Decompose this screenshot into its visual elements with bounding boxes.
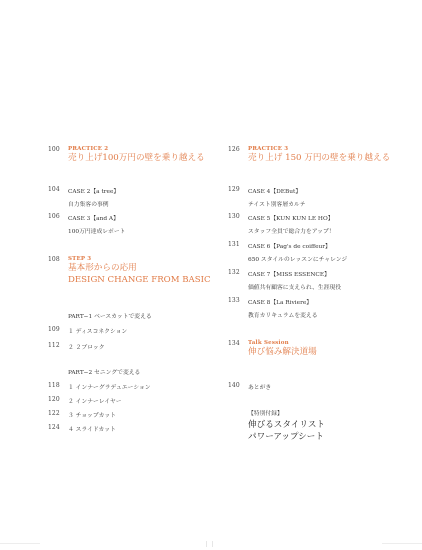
- case-description: テイスト別客層カルテ: [248, 202, 306, 208]
- case-description: 価値共有顧客に支えられ、生涯現役: [248, 285, 342, 291]
- page-number: 132: [228, 269, 240, 276]
- crop-mark-right: [382, 543, 422, 544]
- section-title: 売り上げ100万円の壁を乗り越える: [68, 153, 205, 163]
- case-title: CASE 4【DEBut】: [248, 189, 302, 195]
- page-number: 131: [228, 241, 240, 248]
- item-title: ２ ２ブロック: [68, 345, 105, 351]
- page-number: 120: [48, 396, 60, 403]
- page-number: 106: [48, 213, 60, 220]
- part-heading: PART−1 ベースカットで変える: [68, 314, 152, 320]
- section-title: 基本形からの応用: [68, 263, 137, 273]
- item-title: あとがき: [248, 385, 272, 391]
- case-description: 自力集客の事例: [68, 202, 109, 208]
- page-number: 130: [228, 213, 240, 220]
- page-number: 122: [48, 410, 60, 417]
- crop-mark-left: [0, 543, 40, 544]
- case-description: スタッフ全員で総合力をアップ！: [248, 229, 335, 235]
- case-title: CASE 3【and A】: [68, 216, 119, 222]
- page-number: 124: [48, 424, 60, 431]
- section-title-en: DESIGN CHANGE FROM BASIC: [68, 275, 211, 285]
- case-description: 650 スタイルのレッスンにチャレンジ: [248, 257, 348, 263]
- appendix-title: 伸びるスタイリスト: [248, 420, 326, 430]
- page-number: 133: [228, 297, 240, 304]
- page-number: 108: [48, 256, 60, 263]
- case-title: CASE 8【La Riviere】: [248, 300, 313, 306]
- page-number: 129: [228, 186, 240, 193]
- section-label: Talk Session: [248, 340, 289, 346]
- page-number: 118: [48, 382, 60, 389]
- item-title: １ インナーグラデュエーション: [68, 385, 151, 391]
- page-number: 126: [228, 146, 240, 153]
- page-number: 140: [228, 382, 240, 389]
- section-title: 売り上げ 150 万円の壁を乗り越える: [248, 153, 391, 163]
- page-number: 112: [48, 342, 60, 349]
- appendix-title-2: パワーアップシート: [248, 431, 324, 442]
- case-description: 教育カリキュラムを変える: [248, 313, 318, 319]
- page-number: 134: [228, 340, 240, 347]
- section-title: 伸び悩み解決道場: [248, 347, 317, 357]
- item-title: １ ディスコネクション: [68, 329, 128, 335]
- item-title: ４ スライドカット: [68, 427, 116, 433]
- page-number: 100: [48, 146, 60, 153]
- item-title: ３ チョップカット: [68, 413, 116, 419]
- case-title: CASE 7【MISS ESSENCE】: [248, 272, 330, 278]
- section-label: STEP 3: [68, 256, 92, 262]
- item-title: ２ インナーレイヤー: [68, 399, 122, 405]
- section-label: PRACTICE 3: [248, 146, 289, 152]
- case-title: CASE 5【KUN KUN LE HO】: [248, 216, 334, 222]
- case-description: 100万円達成レポート: [68, 229, 126, 235]
- part-heading: PART−2 セニングで変える: [68, 370, 141, 376]
- section-label: PRACTICE 2: [68, 146, 109, 152]
- appendix-label: 【特別付録】: [248, 411, 283, 417]
- crop-mark-center: [206, 541, 207, 547]
- case-title: CASE 2【a tree】: [68, 189, 120, 195]
- page-number: 109: [48, 326, 60, 333]
- case-title: CASE 6【Pag's de coiffeur】: [248, 244, 331, 250]
- page-number: 104: [48, 186, 60, 193]
- crop-mark-center-2: [212, 541, 213, 547]
